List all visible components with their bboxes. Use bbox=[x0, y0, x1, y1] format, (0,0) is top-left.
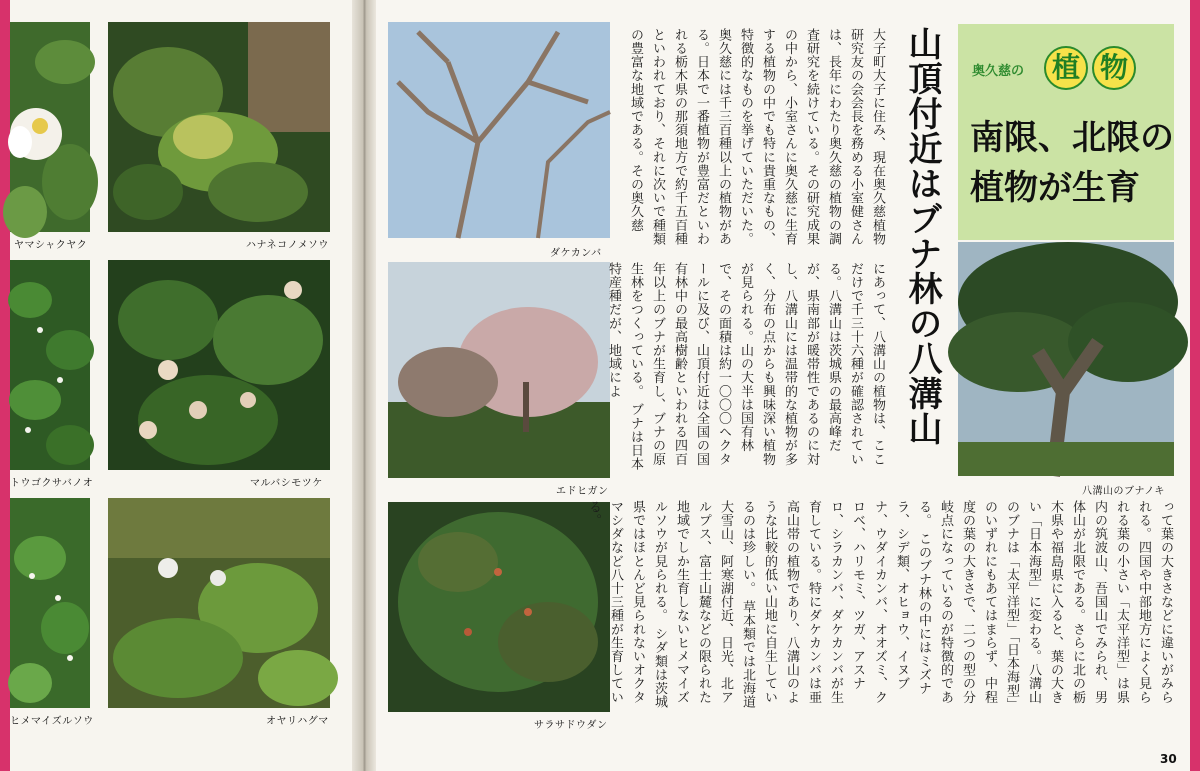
photo-oyarihaguma bbox=[108, 498, 330, 708]
article-text-lower: って葉の大きさなどに違いがみられる。四国や中部地方によく見られる葉の小さい「太平洋型」は県内の筑波山、吾国山でみられ、男体山が北限である。さらに北の栃木県や福島県に入ると、葉の大きい「日本海型」に変わる。八溝山のブナは「太平洋型」「日本海型」のいずれにもあてはまらず、中程度の葉の大きさで、二つの型の分岐点になっているのが特徴的である。 このブナ林の中にはミズナラ、シデ類、オヒョウ、イヌブナ、ウダイカンバ、オオズミ、クロベ、ハリモミ、ツガ、アスナロ、シラカンバ、ダケカンバが生育している。特にダケカンバは亜高山帯の植物であり、八溝山のような比較的低い山地に自生しているのは珍しい。 草本類では北海道大雪山、阿寒湖付近、日光、北アルプス、富士山麓などの限られた地域でしか生育しないヒメマイズルソウが見られる。 シダ類は茨城県ではほとんど見られないオクタマシダなど八十三種が生育している。 bbox=[586, 500, 1173, 712]
caption-yamashakuyaku: ヤマシャクヤク bbox=[14, 240, 88, 251]
photo-tougokusabanoo bbox=[10, 260, 90, 470]
header-circle-1: 植 bbox=[1044, 46, 1088, 90]
caption-himemaizurusou: ヒメマイズルソウ bbox=[10, 716, 94, 727]
caption-oyarihaguma: オヤリハグマ bbox=[266, 716, 329, 727]
header-title-line1: 南限、北限の bbox=[970, 118, 1174, 158]
photo-buna-noki bbox=[958, 242, 1174, 476]
photo-marubashimotsuke bbox=[108, 260, 330, 470]
caption-sarasadoudan: サラサドウダン bbox=[534, 720, 608, 731]
caption-tougokusabanoo: トウゴクサバノオ bbox=[10, 478, 94, 489]
photo-himemaizurusou bbox=[10, 498, 90, 708]
photo-hananekonomesou bbox=[108, 22, 330, 232]
header-kicker: 奥久慈の bbox=[972, 64, 1025, 79]
article-text-upper: 大子町大子に住み、現在奥久慈植物研究友の会会長を務める小室健さんは、長年にわたり奥久慈の植物の調査研究を続けている。その研究成果の中から、小室さんに奥久慈に生育する植物の中でも特に貴重なもの、特徴的なものを挙げていただいた。 奥久慈には千三百種以上の植物がある。日本で一番植物が豊富だといわれる栃木県の那須地方で約千五百種といわれており、それに次いで種類の豊富な地域である。その奥久慈 bbox=[628, 28, 885, 246]
section-header bbox=[958, 24, 1174, 240]
page-edge-left bbox=[0, 0, 10, 771]
page-number: 30 bbox=[1160, 752, 1177, 766]
header-circle-2: 物 bbox=[1092, 46, 1136, 90]
photo-dakekanba bbox=[388, 22, 610, 238]
photo-edohigan bbox=[388, 262, 610, 478]
photo-sarasadoudan bbox=[388, 502, 610, 712]
article-title: 山頂付近はブナ林の八溝山 bbox=[902, 26, 942, 446]
caption-dakekanba: ダケカンバ bbox=[550, 248, 602, 259]
photo-yamashakuyaku bbox=[10, 22, 90, 232]
caption-buna-noki: 八溝山のブナノキ bbox=[1082, 486, 1165, 497]
caption-marubashimotsuke: マルバシモツケ bbox=[250, 478, 323, 489]
caption-hananekonomesou: ハナネコノメソウ bbox=[246, 240, 329, 251]
page-edge-right bbox=[1190, 0, 1200, 771]
book-gutter bbox=[352, 0, 376, 771]
caption-edohigan: エドヒガン bbox=[556, 486, 609, 497]
article-text-middle: にあって、八溝山の植物は、ここだけで千三十六種が確認されている。八溝山は茨城県の最高峰だが、県南部が暖帯性であるのに対し、八溝山には温帯的な植物が多く、分布の点からも興味深い植物が見られる。山の大半は国有林で、その面積は約一〇〇〇ヘクタールに及び、山頂付近は全国の国有林中の最高樹齢といわれる四百年以上のブナが生育し、ブナの原生林をつくっている。 ブナは日本特産種だが、地域によ bbox=[606, 262, 885, 471]
header-title-line2: 植物が生育 bbox=[970, 168, 1140, 208]
